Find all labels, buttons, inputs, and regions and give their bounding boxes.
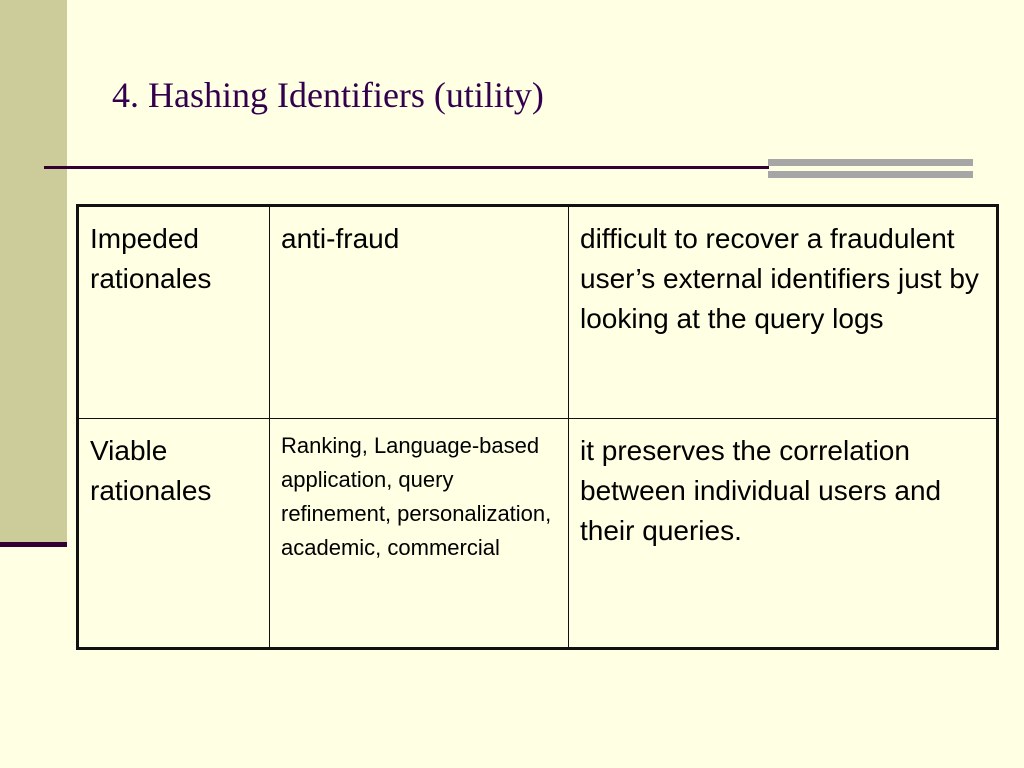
- row-label-cell: Impeded rationales: [78, 206, 270, 419]
- table-row: [78, 206, 998, 419]
- category-cell: anti-fraud: [270, 206, 569, 419]
- slide-title: 4. Hashing Identifiers (utility): [112, 75, 544, 115]
- category-cell: Ranking, Language-based application, query refinement, personalization, academic, commercial: [270, 419, 569, 649]
- decorative-gray-bar-top: [768, 159, 973, 166]
- description-cell: it preserves the correlation between individual users and their queries.: [569, 419, 998, 649]
- title-underline: [44, 166, 769, 169]
- left-decorative-bar: [0, 0, 67, 545]
- table-row: [78, 419, 998, 649]
- row-label-cell: Viable rationales: [78, 419, 270, 649]
- decorative-gray-bar-bottom: [768, 171, 973, 178]
- description-cell: difficult to recover a fraudulent user’s external identifiers just by looking at the query logs: [569, 206, 998, 419]
- rationales-table: [76, 204, 999, 650]
- left-accent-line: [0, 542, 67, 547]
